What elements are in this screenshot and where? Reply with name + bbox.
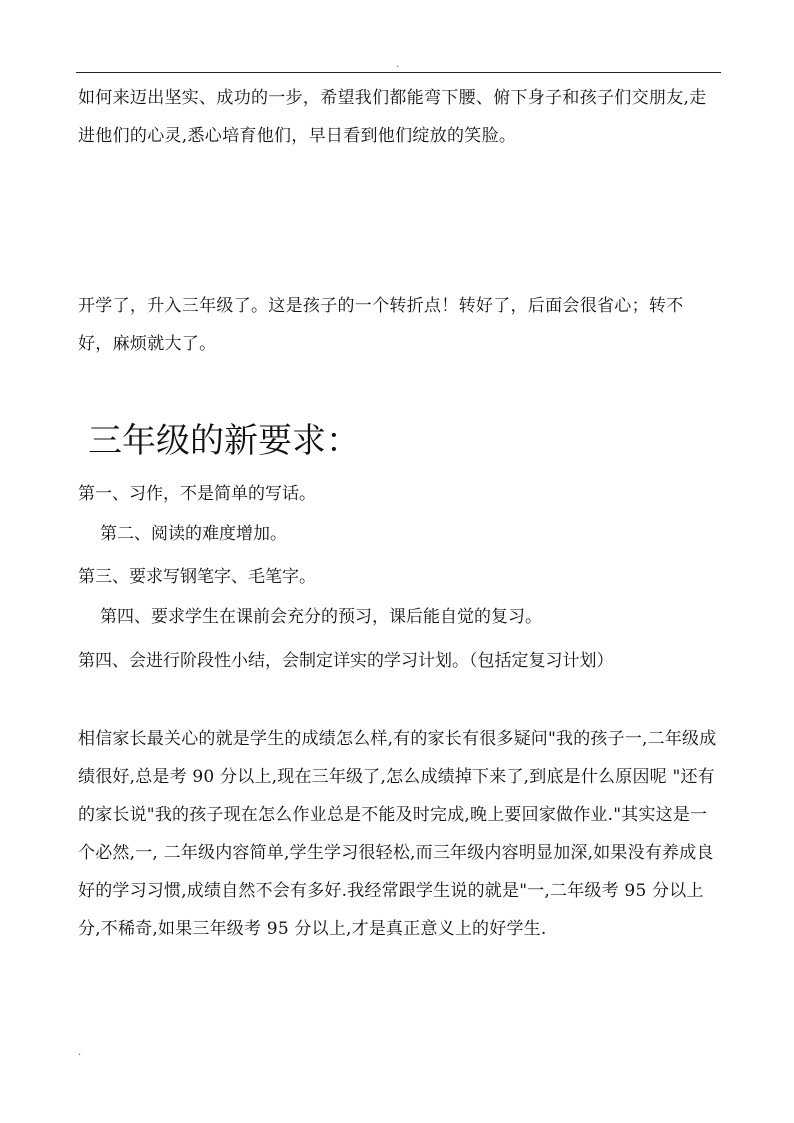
- requirements-heading: 三年级的新要求：: [88, 421, 360, 461]
- requirement-item: 第二、阅读的难度增加。: [100, 524, 287, 544]
- header-rule: [76, 72, 721, 73]
- requirement-item: 第三、要求写钢笔字、毛笔字。: [78, 567, 316, 587]
- footer-mark: .: [78, 1047, 82, 1058]
- requirement-item: 第四、要求学生在课前会充分的预习，课后能自觉的复习。: [100, 607, 542, 627]
- requirement-item: 第一、习作，不是简单的写话。: [78, 484, 316, 504]
- transition-paragraph: 开学了，升入三年级了。这是孩子的一个转折点！转好了，后面会很省心；转不好，麻烦就大了。: [78, 296, 684, 354]
- requirement-item: 第四、会进行阶段性小结，会制定详实的学习计划。（包括定复习计划）: [78, 651, 614, 671]
- intro-paragraph: 如何来迈出坚实、成功的一步，希望我们都能弯下腰、俯下身子和孩子们交朋友,走进他们的心灵,悉心培育他们，早日看到他们绽放的笑脸。: [78, 88, 707, 146]
- header-mark: .: [396, 59, 400, 70]
- parents-paragraph: 相信家长最关心的就是学生的成绩怎么样,有的家长有很多疑问"我的孩子一,二年级成绩很好,总是考 90 分以上,现在三年级了,怎么成绩掉下来了,到底是什么原因呢 "还有的家长说"我的孩子现在怎么作业总是不能及时完成,晚上要回家做作业."其实这是一个必然,一, 二年级内容简单,学生学习很轻松,而三年级内容明显加深,如果没有养成良好的学习习惯,成绩自然不会有多好.我经常跟学生说的就是"一,二年级考 95 分以上分,不稀奇,如果三年级考 95 分以上,才是真正意义上的好学生.: [78, 729, 717, 939]
